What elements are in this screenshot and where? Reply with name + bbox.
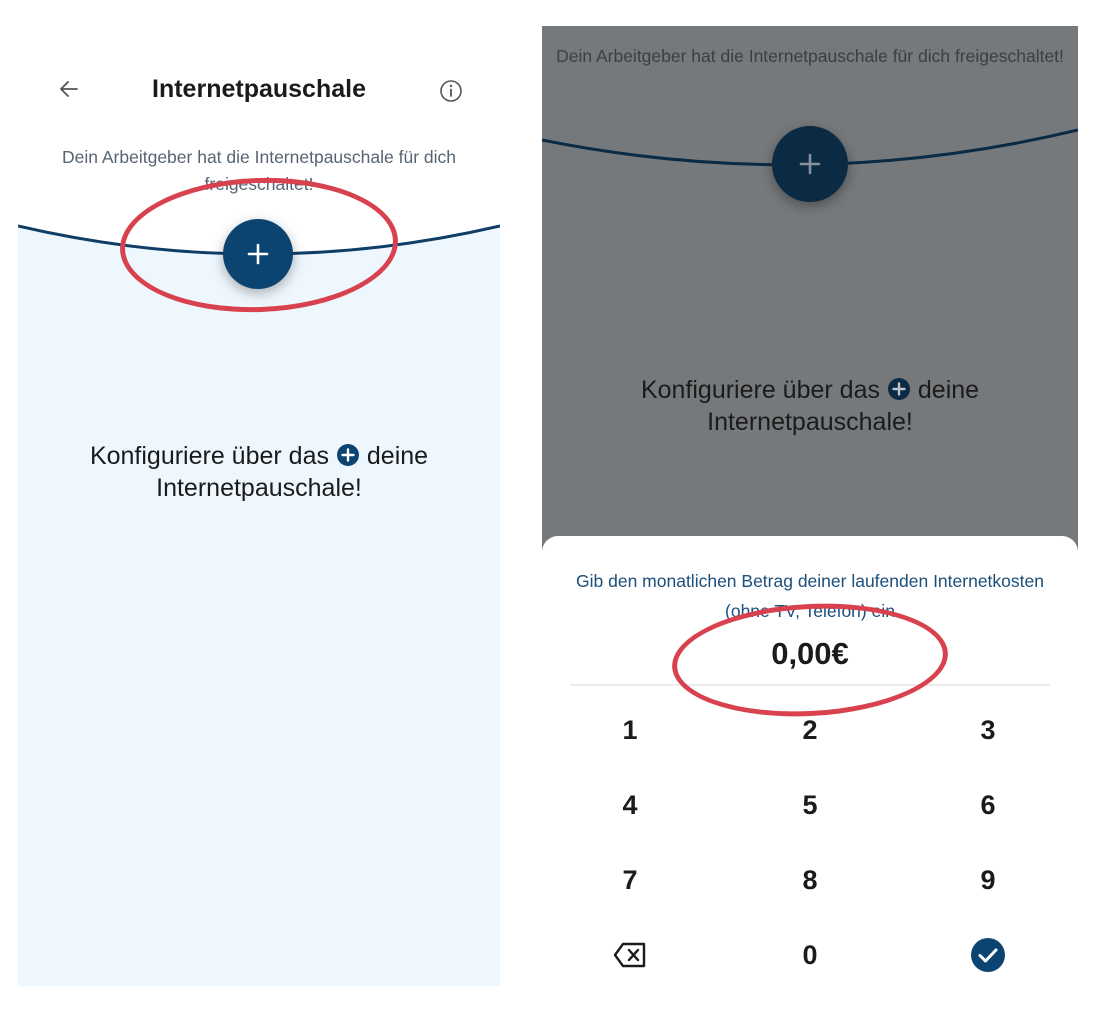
- amount-prompt: Gib den monatlichen Betrag deiner laufenden Internetkosten (ohne TV, Telefon) ein: [576, 571, 1044, 621]
- config-hint-after: deine Internetpauschale!: [156, 442, 429, 502]
- backspace-key[interactable]: [570, 925, 690, 985]
- check-circle-icon: [970, 937, 1006, 973]
- info-icon[interactable]: [438, 78, 464, 104]
- config-hint-before: Konfiguriere über das: [89, 442, 329, 470]
- plus-circle-icon: [336, 443, 360, 467]
- backspace-icon: [613, 942, 647, 968]
- confirm-key[interactable]: [928, 925, 1048, 985]
- key-7[interactable]: 7: [622, 864, 638, 895]
- key-6[interactable]: 6: [980, 789, 996, 820]
- key-5[interactable]: 5: [802, 789, 818, 820]
- unlock-message: Dein Arbeitgeber hat die Internetpauschale für dich freigeschaltet!: [61, 147, 456, 194]
- amount-display: 0,00€: [771, 636, 849, 671]
- unlock-message: Dein Arbeitgeber hat die Internetpauschale für dich freigeschaltet!: [556, 46, 1064, 66]
- config-hint: [542, 374, 1078, 438]
- config-hint: [18, 440, 500, 504]
- key-8[interactable]: 8: [802, 864, 818, 895]
- key-1[interactable]: 1: [622, 714, 638, 745]
- key-3[interactable]: 3: [980, 714, 996, 745]
- key-0[interactable]: 0: [802, 939, 818, 970]
- plus-icon: [795, 149, 825, 179]
- page-title: Internetpauschale: [152, 75, 366, 103]
- key-2[interactable]: 2: [802, 714, 818, 745]
- config-hint-after: deine Internetpauschale!: [707, 376, 980, 436]
- key-4[interactable]: 4: [622, 789, 638, 820]
- left-screen: [18, 0, 500, 986]
- curve-line: [542, 26, 1078, 546]
- plus-circle-icon: [887, 377, 911, 401]
- add-button[interactable]: [772, 126, 848, 202]
- right-screen: [542, 26, 1078, 1010]
- config-hint-before: Konfiguriere über das: [640, 376, 880, 404]
- key-9[interactable]: 9: [980, 864, 996, 895]
